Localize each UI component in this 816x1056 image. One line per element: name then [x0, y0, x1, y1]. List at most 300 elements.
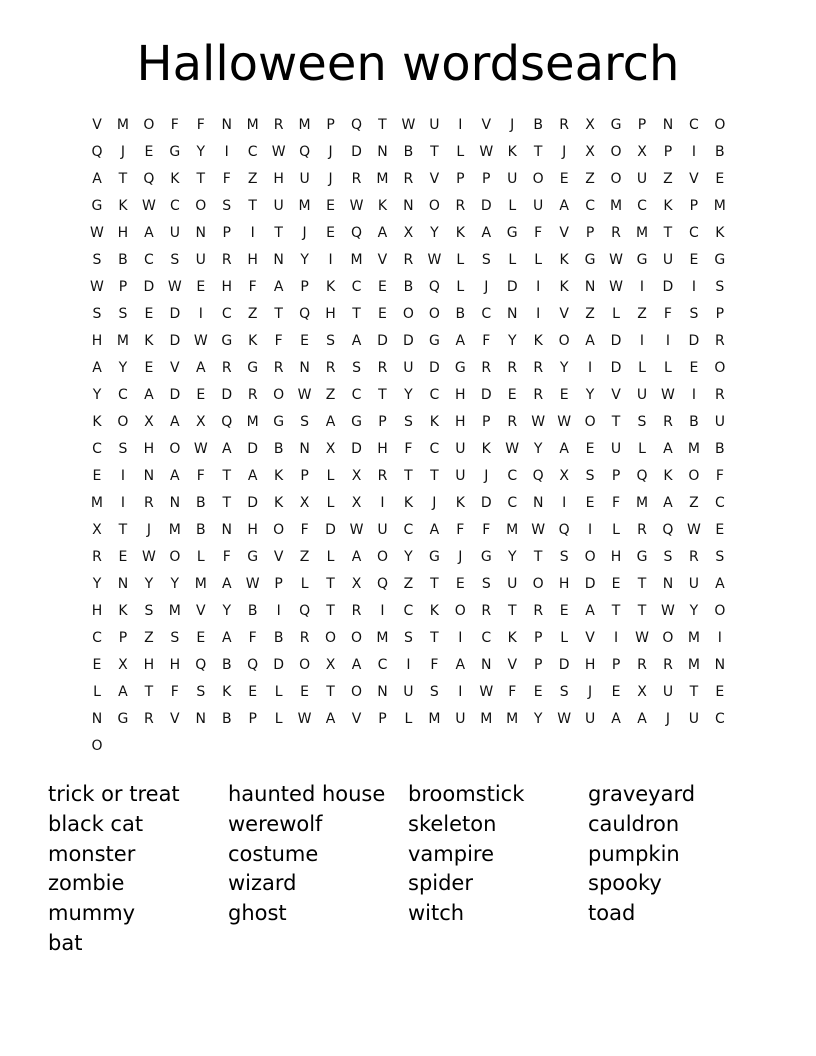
grid-cell: Q — [91, 143, 103, 160]
grid-cell: B — [403, 278, 414, 295]
grid-cell: R — [663, 413, 673, 430]
grid-cell: T — [222, 467, 232, 484]
grid-cell: R — [533, 359, 544, 376]
grid-cell: C — [637, 197, 647, 214]
grid-cell: N — [714, 657, 726, 674]
grid-cell: D — [169, 332, 181, 349]
letter-grid — [84, 111, 733, 760]
grid-cell: P — [663, 143, 673, 160]
grid-cell: X — [637, 684, 647, 701]
grid-cell: M — [350, 251, 363, 268]
grid-cell: G — [454, 359, 466, 376]
grid-cell: R — [377, 467, 388, 484]
grid-cell: X — [351, 576, 362, 593]
grid-cell: R — [637, 521, 647, 538]
grid-cell: D — [169, 386, 181, 403]
grid-cell: F — [248, 278, 257, 295]
grid-cell: L — [456, 278, 465, 295]
grid-cell: D — [351, 143, 362, 160]
grid-cell: V — [377, 251, 388, 268]
grid-cell: R — [273, 359, 284, 376]
grid-cell: N — [481, 657, 492, 674]
grid-cell: D — [610, 359, 622, 376]
grid-cell: S — [92, 305, 102, 322]
grid-cell: E — [196, 630, 206, 647]
grid-cell: I — [639, 332, 645, 349]
grid-cell: V — [273, 549, 284, 566]
grid-cell: S — [689, 305, 699, 322]
grid-cell: X — [118, 657, 128, 674]
grid-cell: E — [92, 467, 102, 484]
grid-cell: C — [247, 143, 258, 160]
grid-cell: N — [377, 143, 388, 160]
grid-cell: W — [271, 143, 286, 160]
grid-cell: X — [92, 521, 102, 538]
grid-cell: C — [429, 386, 440, 403]
grid-cell: A — [118, 684, 128, 701]
grid-cell: P — [222, 224, 231, 241]
grid-cell: O — [273, 521, 285, 538]
grid-cell: K — [429, 603, 439, 620]
grid-cell: E — [378, 305, 387, 322]
grid-cell: B — [195, 494, 206, 511]
grid-cell: F — [534, 224, 543, 241]
grid-cell: S — [144, 603, 154, 620]
grid-cell: U — [507, 576, 518, 593]
grid-cell: T — [663, 224, 673, 241]
grid-cell: S — [326, 332, 335, 349]
grid-cell: M — [609, 197, 623, 214]
grid-cell: U — [636, 386, 648, 403]
grid-cell: O — [558, 332, 570, 349]
word-list-item: monster — [48, 841, 136, 866]
grid-cell: M — [194, 576, 207, 593]
grid-cell: V — [351, 711, 362, 728]
grid-cell: M — [687, 440, 700, 457]
grid-cell: T — [611, 603, 621, 620]
grid-cell: O — [532, 576, 544, 593]
grid-cell: M — [480, 711, 493, 728]
grid-cell: M — [298, 197, 311, 214]
grid-cell: L — [326, 467, 335, 484]
grid-cell: L — [638, 440, 646, 457]
grid-cell: U — [584, 711, 596, 728]
grid-cell: T — [326, 576, 335, 593]
grid-cell: E — [144, 143, 154, 160]
grid-cell: W — [609, 251, 623, 268]
grid-cell: C — [403, 603, 414, 620]
grid-cell: R — [559, 116, 569, 133]
grid-cell: S — [352, 359, 361, 376]
grid-cell: L — [196, 549, 205, 566]
grid-cell: G — [480, 549, 492, 566]
grid-cell: C — [481, 305, 492, 322]
grid-cell: B — [247, 603, 258, 620]
grid-cell: A — [637, 711, 647, 728]
grid-cell: S — [118, 305, 128, 322]
grid-cell: M — [687, 657, 700, 674]
grid-cell: U — [195, 251, 206, 268]
grid-cell: A — [273, 278, 284, 295]
grid-cell: Y — [430, 224, 439, 241]
grid-cell: R — [377, 359, 388, 376]
grid-cell: P — [482, 413, 491, 430]
grid-cell: P — [637, 116, 647, 133]
grid-cell: C — [403, 521, 414, 538]
grid-cell: C — [92, 630, 102, 647]
grid-cell: P — [611, 467, 621, 484]
grid-cell: L — [560, 630, 569, 647]
grid-cell: D — [247, 440, 259, 457]
grid-cell: X — [299, 494, 310, 511]
grid-cell: S — [481, 251, 491, 268]
word-list-item: wizard — [228, 871, 297, 896]
grid-cell: A — [221, 630, 232, 647]
grid-cell: F — [248, 630, 257, 647]
grid-cell: Q — [636, 467, 648, 484]
grid-cell: P — [300, 467, 309, 484]
grid-cell: I — [328, 251, 333, 268]
grid-cell: W — [349, 521, 364, 538]
grid-cell: A — [247, 467, 258, 484]
grid-cell: P — [248, 711, 257, 728]
grid-cell: U — [610, 440, 622, 457]
grid-cell: B — [403, 143, 414, 160]
grid-cell: H — [91, 603, 103, 620]
grid-cell: A — [559, 197, 569, 214]
grid-cell: V — [585, 630, 595, 647]
grid-cell: N — [662, 576, 674, 593]
grid-cell: G — [636, 549, 648, 566]
grid-cell: O — [117, 413, 129, 430]
grid-cell: E — [715, 684, 725, 701]
word-list-item: black cat — [48, 811, 144, 836]
grid-cell: M — [376, 630, 389, 647]
grid-cell: M — [428, 711, 441, 728]
grid-cell: V — [611, 386, 621, 403]
grid-cell: A — [144, 224, 154, 241]
grid-cell: U — [688, 711, 700, 728]
grid-cell: D — [506, 278, 518, 295]
grid-cell: J — [328, 170, 333, 187]
grid-cell: R — [144, 711, 154, 728]
grid-cell: M — [116, 116, 129, 133]
grid-cell: R — [247, 386, 258, 403]
grid-cell: I — [536, 305, 541, 322]
grid-cell: Q — [350, 116, 363, 133]
grid-cell: D — [480, 386, 492, 403]
grid-cell: K — [118, 603, 128, 620]
grid-cell: H — [455, 386, 466, 403]
grid-cell: Y — [559, 359, 569, 376]
word-list-item: vampire — [408, 841, 495, 866]
grid-cell: A — [196, 359, 206, 376]
grid-cell: E — [611, 576, 621, 593]
grid-cell: P — [585, 224, 595, 241]
word-list-item: haunted house — [228, 782, 386, 806]
grid-cell: W — [661, 603, 675, 620]
grid-cell: F — [300, 521, 309, 538]
grid-cell: L — [274, 711, 283, 728]
grid-cell: C — [221, 305, 232, 322]
word-list-item: werewolf — [228, 811, 323, 836]
grid-cell: J — [120, 143, 125, 160]
grid-cell: H — [247, 251, 258, 268]
grid-cell: Q — [299, 305, 311, 322]
grid-cell: P — [482, 170, 491, 187]
grid-cell: N — [584, 278, 596, 295]
grid-cell: U — [533, 197, 544, 214]
grid-cell: B — [689, 413, 699, 430]
grid-cell: X — [585, 116, 595, 133]
grid-cell: F — [612, 494, 621, 511]
grid-cell: N — [403, 197, 414, 214]
grid-cell: P — [533, 657, 543, 674]
grid-cell: K — [144, 332, 154, 349]
grid-cell: K — [429, 413, 439, 430]
grid-cell: U — [403, 359, 414, 376]
grid-cell: W — [505, 440, 520, 457]
grid-cell: O — [195, 197, 207, 214]
grid-cell: D — [688, 332, 700, 349]
grid-cell: G — [247, 549, 259, 566]
grid-cell: S — [585, 467, 595, 484]
grid-cell: J — [484, 467, 489, 484]
grid-cell: D — [662, 278, 674, 295]
grid-cell: V — [429, 170, 440, 187]
grid-cell: R — [481, 359, 492, 376]
grid-cell: H — [610, 549, 622, 566]
grid-cell: I — [588, 359, 593, 376]
grid-cell: H — [377, 440, 388, 457]
grid-cell: H — [91, 332, 103, 349]
grid-cell: W — [427, 251, 442, 268]
grid-cell: Z — [247, 305, 258, 322]
grid-cell: U — [273, 197, 284, 214]
grid-cell: H — [325, 305, 336, 322]
grid-cell: A — [92, 359, 102, 376]
grid-cell: J — [510, 116, 515, 133]
grid-cell: B — [715, 143, 725, 160]
grid-cell: K — [559, 251, 569, 268]
grid-cell: Y — [170, 576, 180, 593]
grid-cell: E — [585, 494, 595, 511]
grid-cell: R — [533, 603, 544, 620]
grid-cell: O — [428, 305, 440, 322]
grid-cell: Q — [143, 170, 155, 187]
grid-cell: M — [376, 170, 389, 187]
grid-cell: J — [588, 684, 593, 701]
grid-cell: T — [378, 116, 387, 133]
grid-cell: O — [143, 116, 155, 133]
grid-cell: Y — [300, 251, 309, 268]
grid-cell: E — [715, 170, 725, 187]
grid-cell: I — [380, 494, 385, 511]
grid-cell: F — [196, 116, 205, 133]
grid-cell: I — [588, 521, 593, 538]
grid-cell: G — [506, 224, 518, 241]
grid-cell: C — [169, 197, 180, 214]
grid-cell: W — [141, 549, 156, 566]
grid-cell: S — [715, 278, 725, 295]
grid-cell: Y — [507, 549, 517, 566]
grid-cell: K — [248, 332, 258, 349]
grid-cell: X — [325, 440, 336, 457]
grid-cell: U — [714, 413, 725, 430]
grid-cell: E — [196, 278, 206, 295]
grid-cell: S — [196, 684, 206, 701]
grid-cell: Q — [350, 224, 363, 241]
grid-cell: L — [508, 197, 517, 214]
grid-cell: E — [559, 386, 569, 403]
grid-cell: D — [610, 332, 622, 349]
grid-cell: R — [611, 224, 621, 241]
grid-cell: A — [325, 413, 336, 430]
grid-cell: K — [559, 278, 569, 295]
grid-cell: U — [299, 170, 310, 187]
grid-cell: I — [458, 116, 463, 133]
grid-cell: E — [533, 684, 543, 701]
grid-cell: T — [689, 684, 699, 701]
grid-cell: W — [661, 386, 675, 403]
grid-cell: K — [325, 278, 336, 295]
grid-cell: L — [612, 305, 620, 322]
grid-cell: M — [116, 332, 129, 349]
grid-cell: L — [508, 251, 517, 268]
grid-cell: V — [689, 170, 699, 187]
grid-cell: O — [325, 630, 337, 647]
grid-cell: P — [326, 116, 335, 133]
grid-cell: Z — [299, 549, 310, 566]
grid-cell: B — [455, 305, 466, 322]
grid-cell: H — [221, 278, 232, 295]
grid-cell: W — [479, 684, 494, 701]
grid-cell: A — [429, 521, 440, 538]
grid-cell: A — [455, 332, 466, 349]
grid-cell: F — [430, 657, 439, 674]
grid-cell: K — [507, 143, 517, 160]
grid-cell: N — [506, 305, 518, 322]
grid-cell: I — [639, 278, 645, 295]
grid-cell: M — [168, 521, 181, 538]
grid-cell: F — [715, 467, 724, 484]
grid-cell: T — [248, 197, 257, 214]
grid-cell: K — [274, 467, 284, 484]
grid-cell: Z — [689, 494, 699, 511]
grid-cell: E — [118, 549, 128, 566]
grid-cell: J — [562, 143, 567, 160]
grid-cell: F — [482, 332, 491, 349]
grid-cell: D — [403, 332, 414, 349]
grid-cell: Y — [196, 143, 206, 160]
grid-cell: E — [326, 197, 335, 214]
grid-cell: B — [273, 440, 284, 457]
grid-cell: D — [325, 521, 336, 538]
grid-cell: T — [507, 603, 517, 620]
grid-cell: S — [481, 576, 491, 593]
grid-cell: R — [637, 657, 647, 674]
grid-cell: L — [456, 251, 465, 268]
grid-cell: U — [507, 170, 518, 187]
grid-cell: E — [715, 521, 725, 538]
grid-cell: A — [351, 332, 362, 349]
grid-cell: N — [299, 440, 310, 457]
grid-cell: A — [325, 711, 336, 728]
grid-cell: R — [92, 549, 102, 566]
grid-cell: R — [507, 359, 518, 376]
grid-cell: S — [429, 684, 439, 701]
grid-cell: K — [507, 630, 517, 647]
grid-cell: G — [714, 251, 726, 268]
grid-cell: D — [273, 657, 285, 674]
grid-cell: G — [610, 116, 622, 133]
grid-cell: K — [222, 684, 232, 701]
grid-cell: W — [557, 711, 572, 728]
grid-cell: L — [664, 359, 672, 376]
grid-cell: W — [193, 440, 208, 457]
grid-cell: G — [247, 359, 259, 376]
grid-cell: W — [531, 413, 546, 430]
grid-cell: C — [714, 494, 725, 511]
grid-cell: R — [481, 603, 492, 620]
grid-cell: H — [558, 576, 570, 593]
grid-cell: T — [326, 684, 335, 701]
grid-cell: M — [713, 197, 726, 214]
grid-cell: T — [430, 576, 439, 593]
grid-cell: V — [559, 305, 569, 322]
grid-cell: R — [325, 359, 336, 376]
grid-cell: E — [689, 359, 699, 376]
grid-cell: Q — [532, 467, 544, 484]
grid-cell: F — [482, 521, 491, 538]
grid-cell: Y — [404, 549, 413, 566]
grid-cell: P — [715, 305, 725, 322]
grid-cell: I — [536, 278, 541, 295]
word-list-item: trick or treat — [48, 782, 180, 806]
grid-cell: I — [120, 467, 125, 484]
grid-cell: Q — [376, 576, 388, 593]
grid-cell: A — [481, 224, 492, 241]
grid-cell: X — [195, 413, 206, 430]
grid-cell: C — [481, 630, 492, 647]
grid-cell: F — [404, 440, 413, 457]
grid-cell: Q — [195, 657, 207, 674]
grid-cell: S — [559, 684, 569, 701]
grid-cell: P — [378, 711, 387, 728]
grid-cell: N — [532, 494, 544, 511]
grid-cell: U — [403, 684, 414, 701]
grid-cell: G — [169, 143, 181, 160]
grid-cell: O — [350, 684, 363, 701]
grid-cell: T — [222, 494, 232, 511]
grid-cell: Y — [533, 711, 543, 728]
grid-cell: C — [118, 386, 128, 403]
grid-cell: Q — [299, 603, 311, 620]
grid-cell: C — [351, 278, 362, 295]
grid-cell: A — [715, 576, 725, 593]
grid-cell: O — [714, 603, 726, 620]
grid-cell: Q — [247, 657, 259, 674]
grid-cell: R — [663, 657, 673, 674]
grid-cell: H — [143, 657, 155, 674]
grid-cell: Z — [585, 170, 595, 187]
grid-cell: R — [351, 603, 362, 620]
grid-cell: L — [456, 143, 465, 160]
grid-cell: A — [170, 413, 180, 430]
grid-cell: I — [224, 143, 229, 160]
grid-cell: C — [714, 711, 725, 728]
grid-cell: L — [638, 359, 646, 376]
